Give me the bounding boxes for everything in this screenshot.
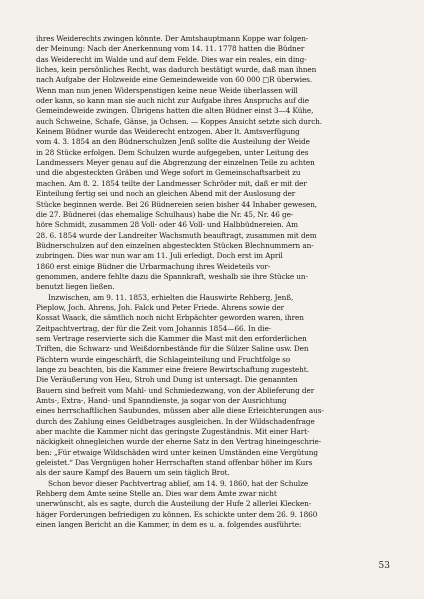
text-line: Einteilung fertig sei und noch an gleichen Abend mit der Auslosung der (36, 189, 296, 199)
text-line: der Meinung: Nach der Anerkennung vom 14. 11. 1778 hatten die Büdner (36, 44, 305, 54)
text-line: häger Forderungen befriedigen zu können. Es schickte unter dem 26. 9. 1860 (36, 509, 318, 519)
text-line: höre Schmidt, zusammen 28 Voll- oder 46 Voll- und Halbbüdnereien. Am (36, 220, 298, 230)
text-line: geleistet.“ Das Vergnügen hoher Herrschaften stand offenbar höher im Kurs (36, 458, 313, 468)
text-line: auch Schweine, Schafe, Gänse, ja Ochsen. — Koppes Ansicht setzte sich durch. (36, 116, 323, 126)
text-line: Wenn man nun jenen Widerspenstigen keine neue Weide überlassen will (36, 85, 298, 95)
text-line: Inzwischen, am 9. 11. 1853, erhielten die Hauswirte Rehberg, Jenß, (48, 292, 294, 302)
text-line: näckigkeit ohnegleichen wurde der eherne Satz in den Vertrag hineingeschrie- (36, 437, 322, 447)
text-line: nach Aufgabe der Holzweide eine Gemeindeweide von 60 000 □R überwies. (36, 75, 313, 85)
text-line: Die Veräußerung von Heu, Stroh und Dung ist untersagt. Die genannten (36, 375, 298, 385)
text-line: ihres Weiderechts zwingen könnte. Der Amtshauptmann Koppe war folgen- (36, 34, 309, 43)
text-line: aber machte die Kammer nicht das geringste Zugeständnis. Mit einer Hart- (36, 427, 310, 437)
text-line: eines herrschaftlichen Saubundes, müssen aber alle diese Erleichterungen aus- (36, 406, 324, 416)
text-line: vom 4. 3. 1854 an den Büdnerschulzen Jenß sollte die Austeilung der Weide (36, 137, 310, 147)
text-line: unerwünscht, als es sagte, durch die Austeilung der Hufe 2 allerlei Klecken- (36, 499, 312, 509)
text-line: Gemeindeweide zwingen. Übrigens hatten die alten Büdner einst 3—4 Kühe, (36, 106, 314, 116)
text-line: Keinem Büdner wurde das Weiderecht entzogen. Aber lt. Amtsverfügung (36, 127, 300, 137)
text-line: Büdnerschulzen auf den einzelnen abgesteckten Stücken Blechnummern an- (36, 240, 314, 250)
text-line: liches, kein persönliches Recht, was dadurch bestätigt wurde, daß man ihnen (36, 65, 317, 75)
text-line: 28. 6. 1854 wurde der Landreiter Wachsmuth beauftragt, zusammen mit dem (36, 230, 317, 240)
text-line: Triften, die Schwarz- und Weißdornbestände für die Sülzer Saline usw. Den (36, 344, 309, 354)
text-line: ben: „Für etwaige Wildschäden wird unter keinen Umständen eine Vergütung (36, 447, 318, 457)
text-line: machen. Am 8. 2. 1854 teilte der Landmesser Schröder mit, daß er mit der (36, 178, 307, 188)
body-text (36, 34, 394, 531)
text-line: Bauern sind befreit vom Mahl- und Schmiedezwang, von der Ablieferung der (36, 385, 315, 395)
text-line: lange zu beachten, bis die Kammer eine freiere Bewirtschaftung zugesteht. (36, 365, 309, 374)
text-line: benutzt liegen ließen. (36, 282, 115, 292)
text-line: Zeitpachtvertrag, der für die Zeit vom Johannis 1854—66. In die- (36, 323, 272, 333)
text-line: genommen, andere fehlte dazu die Spannkraft, weshalb sie ihre Stücke un- (36, 271, 308, 281)
text-line: einen langen Bericht an die Kammer, in dem es u. a. folgendes ausführte: (36, 520, 302, 530)
text-line: durch des Zahlung eines Geldbetrages ausgleichen. In der Wildschadenfrage (36, 416, 315, 426)
text-line: und die abgesteckten Gräben und Wege sofort in Gemeinschaftsarbeit zu (36, 168, 301, 178)
text-line: oder kann, so kann man sie auch nicht zur Aufgabe ihres Anspruchs auf die (36, 96, 309, 106)
text-line: in 28 Stücke erfolgen. Dem Schulzen wurde aufgegeben, unter Leitung des (36, 147, 309, 157)
text-line: das Weiderecht im Walde und auf dem Felde. Dies war ein reales, ein ding- (36, 54, 307, 64)
text-line: zubringen. Dies war nun war am 11. Juli erledigt. Doch erst im April (36, 251, 283, 261)
text-line: Stücke beginnen werde. Bei 26 Büdnereien seien bisher 44 Inhaber gewesen, (36, 199, 318, 209)
page-number: 53 (378, 561, 390, 571)
text-line: Rehberg dem Amte seine Stelle an. Dies war dem Amte zwar nicht (36, 489, 277, 499)
text-line: als der saure Kampf des Bauern um sein täglich Brot. (36, 468, 230, 478)
text-line: 1860 erst einige Büdner die Urbarmachung ihres Weideteils vor- (36, 261, 271, 271)
text-line: Pieplow, Joch. Ahrens, Joh. Falck und Peter Friede. Ahrens sowie der (36, 302, 285, 312)
text-line: Pächtern wurde eingeschärft, die Schlageinteilung und Fruchtfolge so (36, 354, 291, 364)
text-line: Kossat Waack, die sämtlich noch nicht Erbpächter geworden waren, ihren (36, 313, 304, 323)
text-line: Landmessers Meyer genau auf die Abgrenzung der einzelnen Teile zu achten (36, 158, 315, 168)
text-line: Schon bevor dieser Pachtvertrag ablief, am 14. 9. 1860, hat der Schulze (48, 478, 309, 488)
text-line: die 27. Büdnerei (das ehemalige Schulhaus) habe die Nr. 45, Nr. 46 ge- (36, 209, 294, 219)
text-line: Amts-, Extra-, Hand- und Spanndienste, ja sogar von der Ausrichtung (36, 396, 287, 406)
text-line: sem Vertrage reservierte sich die Kammer die Mast mit den erforderlichen (36, 333, 307, 343)
